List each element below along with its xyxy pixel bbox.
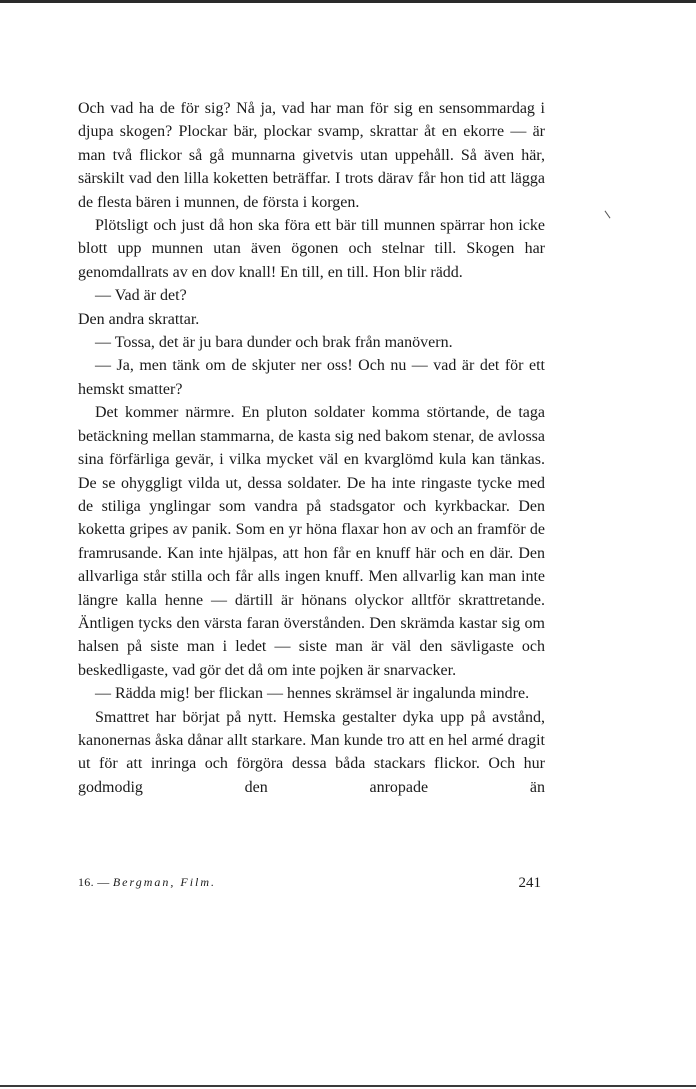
signature-mark [78,875,216,892]
paragraph-5: — Tossa, det är ju bara dunder och brak från manövern. [95,334,453,352]
paragraph-7: Det kommer närmre. En pluton soldater komma störtande, de taga betäckning mellan stammarna, de kasta sig ned bakom stenar, de avlossa sina förfärliga gevär, i vilka mycket väl en kvarglömd kula kan tänkas. De se ohyggligt vilda ut, dessa soldater. De ha inte ringaste tycke med de stiliga ynglingar som vandra på stadsgator och kyrkbackar. Den koketta gripes av panik. Som en yr höna flaxar hon av och an framför de framrusande. Kan inte hjälpas, att hon får en knuff här och en där. Den allvarliga står stilla och får alls ingen knuff. Men allvarlig kan man inte längre kalla henne — därtill är hönans olyckor alltför skrattretande. Äntligen tycks den värsta faran överstånden. Den skrämda kastar sig om halsen på siste man i ledet — siste man är väl den sävligaste och beskedligaste, vad gör det då om inte pojken är snarvacker. [78,404,545,679]
paragraph-2: Plötsligt och just då hon ska föra ett bär till munnen spärrar hon icke blott upp munnen utan även ögonen och stelnar till. Skogen har genomdallrats av en dov knall! En till, en till. Hon blir rädd. [78,217,545,281]
paragraph-8: — Rädda mig! ber flickan — hennes skrämsel är ingalunda mindre. [95,685,530,703]
page-number: 241 [518,875,541,891]
paragraph-3: — Vad är det? [95,287,187,305]
signature-number: 16. — [78,875,110,889]
page-footer [78,875,545,892]
scan-top-edge [0,0,696,3]
scan-bottom-edge [0,1085,696,1087]
paragraph-9: Smattret har börjat på nytt. Hemska gestalter dyka upp på avstånd, kanonernas åska dånar allt starkare. Man kunde tro att en hel armé dragit ut för att inringa och förgöra dessa båda stackars flickor. Och hur godmodig den anropade än [78,708,545,796]
paragraph-1: Och vad ha de för sig? Nå ja, vad har man för sig en sensommardag i djupa skogen? Plockar bär, plockar svamp, skrattar åt en ekorre — är man två flickor så gå munnarna givetvis utan uppehåll. Så även här, särskilt vad den lilla koketten beträffar. I trots därav får hon tid att lägga de flesta bären i munnen, de första i korgen. [78,100,545,211]
scan-mark [605,211,611,219]
signature-author: Bergman, Film. [112,875,217,889]
paragraph-6: — Ja, men tänk om de skjuter ner oss! Och nu — vad är det för ett hemskt smatter? [78,357,545,398]
paragraph-4: Den andra skrattar. [78,310,200,328]
page-body [78,97,545,799]
